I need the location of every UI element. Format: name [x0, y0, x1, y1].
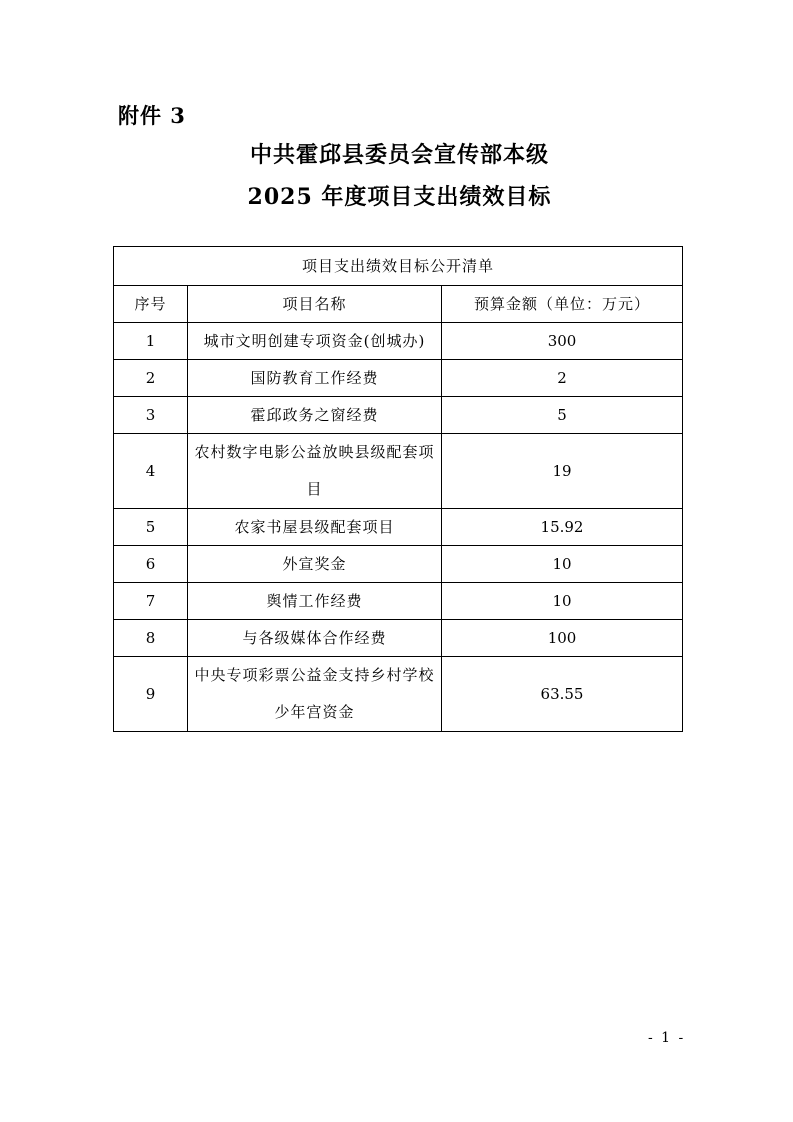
row-budget: 2: [442, 360, 683, 397]
row-index: 5: [114, 509, 188, 546]
row-index: 4: [114, 434, 188, 509]
row-budget: 10: [442, 546, 683, 583]
row-index: 6: [114, 546, 188, 583]
table-row: [114, 434, 683, 509]
row-index: 1: [114, 323, 188, 360]
row-budget: 15.92: [442, 509, 683, 546]
row-name: 城市文明创建专项资金(创城办): [188, 323, 442, 360]
row-budget: 19: [442, 434, 683, 509]
table-row: [114, 583, 683, 620]
header-budget: 预算金额（单位：万元）: [442, 286, 683, 323]
table-row: [114, 360, 683, 397]
document-title-line-1: 中共霍邱县委员会宣传部本级: [249, 142, 549, 168]
row-name: 中央专项彩票公益金支持乡村学校少年宫资金: [188, 657, 442, 732]
row-budget: 10: [442, 583, 683, 620]
row-name: 霍邱政务之窗经费: [188, 397, 442, 434]
row-index: 3: [114, 397, 188, 434]
table-row: [114, 546, 683, 583]
header-index: 序号: [114, 286, 188, 323]
project-budget-table: [113, 246, 683, 732]
row-budget: 300: [442, 323, 683, 360]
document-title-line-2: 2025 年度项目支出绩效目标: [247, 184, 552, 210]
table-caption-row: [114, 247, 683, 286]
table-row: [114, 620, 683, 657]
row-budget: 100: [442, 620, 683, 657]
table-row: [114, 657, 683, 732]
row-budget: 63.55: [442, 657, 683, 732]
table-header-row: [114, 286, 683, 323]
row-name: 与各级媒体合作经费: [188, 620, 442, 657]
row-name: 农家书屋县级配套项目: [188, 509, 442, 546]
row-budget: 5: [442, 397, 683, 434]
attachment-label: 附件 3: [118, 103, 186, 128]
table-row: [114, 397, 683, 434]
row-name: 农村数字电影公益放映县级配套项目: [188, 434, 442, 509]
page-number: - 1 -: [648, 1030, 686, 1046]
table-row: [114, 323, 683, 360]
row-name: 国防教育工作经费: [188, 360, 442, 397]
row-index: 9: [114, 657, 188, 732]
header-name: 项目名称: [188, 286, 442, 323]
row-name: 外宣奖金: [188, 546, 442, 583]
row-index: 2: [114, 360, 188, 397]
row-index: 7: [114, 583, 188, 620]
row-name: 舆情工作经费: [188, 583, 442, 620]
table-row: [114, 509, 683, 546]
table-caption: 项目支出绩效目标公开清单: [114, 247, 683, 286]
row-index: 8: [114, 620, 188, 657]
